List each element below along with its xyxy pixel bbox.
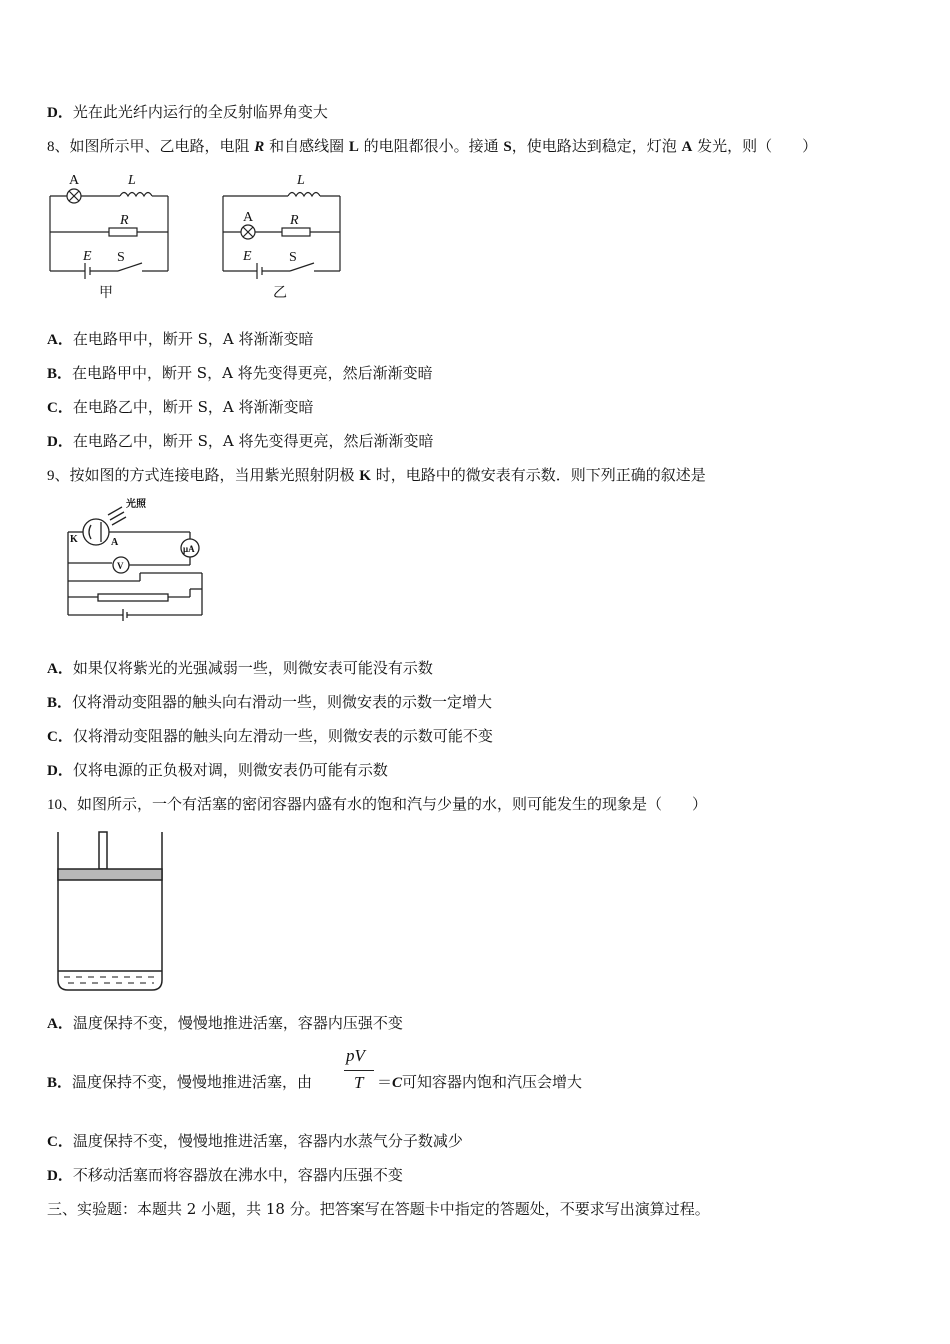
jia-lamp-label: A bbox=[69, 173, 80, 188]
q8-option-a: A．在电路甲中，断开 S，A 将渐渐变暗 bbox=[47, 330, 314, 348]
q8-circuit-figure bbox=[40, 168, 360, 303]
microammeter-label: μA bbox=[183, 544, 195, 554]
jia-battery-label: E bbox=[83, 249, 92, 264]
q7-option-d: D．光在此光纤内运行的全反射临界角变大 bbox=[47, 103, 328, 121]
yi-inductor-label: L bbox=[297, 173, 305, 188]
question-number: 8、 bbox=[47, 139, 70, 155]
q10-piston-container-figure bbox=[50, 830, 170, 995]
yi-battery-label: E bbox=[243, 249, 252, 264]
q9-option-a: A．如果仅将紫光的光强减弱一些，则微安表可能没有示数 bbox=[47, 659, 433, 677]
question-number: 10、 bbox=[47, 797, 78, 813]
jia-inductor-label: L bbox=[128, 173, 136, 188]
q10-option-b-rest: ＝C可知容器内饱和汽压会增大 bbox=[377, 1073, 583, 1091]
q10-option-c: C．温度保持不变，慢慢地推进活塞，容器内水蒸气分子数减少 bbox=[47, 1132, 463, 1150]
q8-stem: 8、如图所示甲、乙电路，电阻 R 和自感线圈 L 的电阻都很小。接通 S，使电路达到稳定，灯泡 A 发光，则（ ） bbox=[47, 137, 818, 155]
anode-label: A bbox=[111, 537, 119, 548]
yi-switch-label: S bbox=[289, 250, 297, 265]
q8-option-b: B．在电路甲中，断开 S，A 将先变得更亮，然后渐渐变暗 bbox=[47, 364, 433, 382]
q9-stem: 9、按如图的方式连接电路，当用紫光照射阴极 K 时，电路中的微安表有示数．则下列正确的叙述是 bbox=[47, 466, 706, 484]
q9-option-c: C．仅将滑动变阻器的触头向左滑动一些，则微安表的示数可能不变 bbox=[47, 727, 493, 745]
fraction-numerator: pV bbox=[346, 1046, 365, 1065]
fraction-denominator: T bbox=[354, 1073, 364, 1092]
q10-option-d: D．不移动活塞而将容器放在沸水中，容器内压强不变 bbox=[47, 1166, 403, 1184]
q9-photoelectric-figure bbox=[60, 495, 220, 625]
q10-option-a: A．温度保持不变，慢慢地推进活塞，容器内压强不变 bbox=[47, 1014, 403, 1032]
option-text: 光在此光纤内运行的全反射临界角变大 bbox=[72, 103, 328, 121]
cathode-label: K bbox=[70, 534, 78, 545]
option-letter: D bbox=[47, 105, 58, 121]
q10-option-b: B．温度保持不变，慢慢地推进活塞，由 bbox=[47, 1073, 313, 1091]
yi-resistor-label: R bbox=[290, 213, 299, 228]
voltmeter-label: V bbox=[117, 561, 124, 571]
q9-option-b: B．仅将滑动变阻器的触头向右滑动一些，则微安表的示数一定增大 bbox=[47, 693, 493, 711]
q8-option-d: D．在电路乙中，断开 S，A 将先变得更亮，然后渐渐变暗 bbox=[47, 432, 434, 450]
q8-option-c: C．在电路乙中，断开 S，A 将渐渐变暗 bbox=[47, 398, 314, 416]
fraction-bar bbox=[344, 1070, 374, 1071]
q9-option-d: D．仅将电源的正负极对调，则微安表仍可能有示数 bbox=[47, 761, 388, 779]
section-3-heading: 三、实验题：本题共 2 小题，共 18 分。把答案写在答题卡中指定的答题处，不要求写出演算过程。 bbox=[47, 1200, 710, 1218]
q10-stem: 10、如图所示，一个有活塞的密闭容器内盛有水的饱和汽与少量的水，则可能发生的现象是（ ） bbox=[47, 795, 708, 813]
yi-caption: 乙 bbox=[273, 286, 287, 301]
question-number: 9、 bbox=[47, 468, 70, 484]
jia-caption: 甲 bbox=[99, 286, 113, 301]
yi-lamp-label: A bbox=[243, 210, 254, 225]
jia-switch-label: S bbox=[117, 250, 125, 265]
light-label: 光照 bbox=[126, 499, 146, 510]
jia-resistor-label: R bbox=[120, 213, 129, 228]
